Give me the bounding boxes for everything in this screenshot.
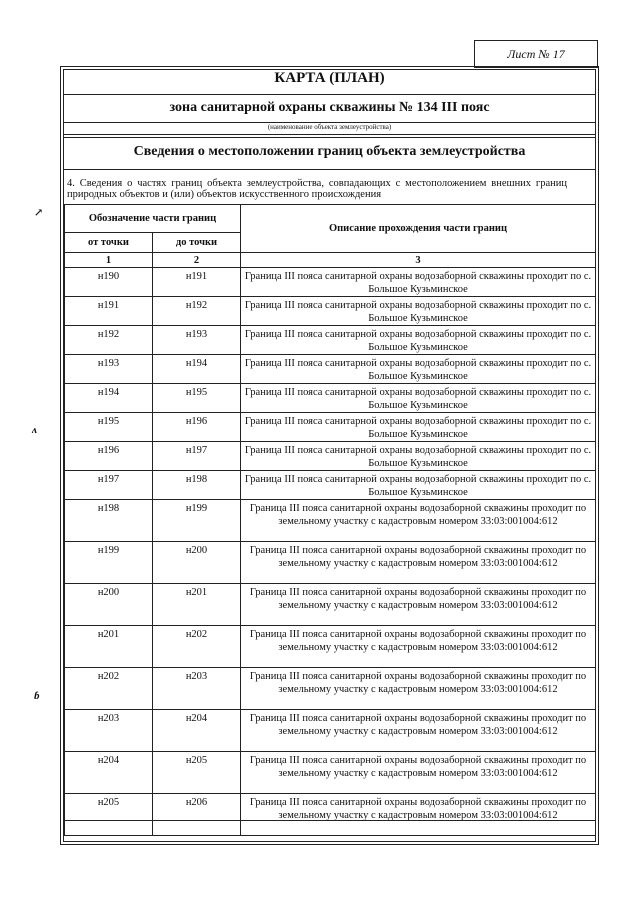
table-row xyxy=(65,542,596,584)
map-title: КАРТА (ПЛАН) xyxy=(274,70,385,86)
from-point: н203 xyxy=(65,710,153,752)
boundary-description: Граница III пояса санитарной охраны водозаборной скважины проходит по с. Большое Кузьминское xyxy=(241,297,596,326)
boundary-description: Граница III пояса санитарной охраны водозаборной скважины проходит по земельному участку с кадастровым номером 33:03:001004:612 xyxy=(241,500,596,542)
boundary-description: Граница III пояса санитарной охраны водозаборной скважины проходит по земельному участку с кадастровым номером 33:03:001004:612 xyxy=(241,626,596,668)
subtitle-note: (наименование объекта землеустройства) xyxy=(267,123,392,131)
boundary-description: Граница III пояса санитарной охраны водозаборной скважины проходит по земельному участку с кадастровым номером 33:03:001004:612 xyxy=(241,668,596,710)
table-row xyxy=(65,584,596,626)
boundary-description: Граница III пояса санитарной охраны водозаборной скважины проходит по с. Большое Кузьминское xyxy=(241,268,596,297)
sheet-number-label: Лист № 17 xyxy=(474,40,598,68)
boundary-description: Граница III пояса санитарной охраны водозаборной скважины проходит по с. Большое Кузьминское xyxy=(241,471,596,500)
map-subtitle: зона санитарной охраны скважины № 134 III пояс xyxy=(169,100,490,115)
table-row xyxy=(65,355,596,384)
divider xyxy=(63,94,596,95)
from-point: н199 xyxy=(65,542,153,584)
boundary-description: Граница III пояса санитарной охраны водозаборной скважины проходит по земельному участку с кадастровым номером 33:03:001004:612 xyxy=(241,752,596,794)
to-point: н201 xyxy=(153,584,241,626)
column-number: 2 xyxy=(153,253,241,268)
table-row xyxy=(65,442,596,471)
column-number: 1 xyxy=(65,253,153,268)
boundary-description: Граница III пояса санитарной охраны водозаборной скважины проходит по земельному участку с кадастровым номером 33:03:001004:612 xyxy=(241,710,596,752)
table-row xyxy=(65,297,596,326)
table-row xyxy=(65,752,596,794)
from-point: н204 xyxy=(65,752,153,794)
table-row xyxy=(65,326,596,355)
from-point: н201 xyxy=(65,626,153,668)
from-point: н202 xyxy=(65,668,153,710)
section-title: Сведения о местоположении границ объекта землеустройства xyxy=(133,144,526,159)
from-point: н194 xyxy=(65,384,153,413)
from-point: н205 xyxy=(65,794,153,836)
margin-mark: ↗ xyxy=(34,207,44,219)
boundary-description: Граница III пояса санитарной охраны водозаборной скважины проходит по земельному участку с кадастровым номером 33:03:001004:612 xyxy=(241,794,596,836)
divider xyxy=(63,137,596,138)
from-point: н192 xyxy=(65,326,153,355)
divider xyxy=(63,820,596,821)
table-row xyxy=(65,710,596,752)
boundary-description: Граница III пояса санитарной охраны водозаборной скважины проходит по земельному участку с кадастровым номером 33:03:001004:612 xyxy=(241,584,596,626)
to-point: н206 xyxy=(153,794,241,836)
boundary-description: Граница III пояса санитарной охраны водозаборной скважины проходит по с. Большое Кузьминское xyxy=(241,413,596,442)
to-point: н195 xyxy=(153,384,241,413)
to-point: н196 xyxy=(153,413,241,442)
table-row xyxy=(65,268,596,297)
to-point: н191 xyxy=(153,268,241,297)
boundary-description: Граница III пояса санитарной охраны водозаборной скважины проходит по с. Большое Кузьминское xyxy=(241,384,596,413)
to-point: н202 xyxy=(153,626,241,668)
column-number: 3 xyxy=(241,253,596,268)
table-row xyxy=(65,794,596,836)
table-row xyxy=(65,668,596,710)
from-point: н200 xyxy=(65,584,153,626)
header-to-point: до точки xyxy=(153,233,241,253)
table-row xyxy=(65,500,596,542)
to-point: н205 xyxy=(153,752,241,794)
to-point: н198 xyxy=(153,471,241,500)
table-row xyxy=(65,471,596,500)
table-row xyxy=(65,626,596,668)
to-point: н200 xyxy=(153,542,241,584)
to-point: н197 xyxy=(153,442,241,471)
to-point: н199 xyxy=(153,500,241,542)
intro-text: 4. Сведения о частях границ объекта землеустройства, совпадающих с местоположением внешних границ природных объектов и (или) объектов искусственного происхождения xyxy=(67,178,567,200)
boundary-description: Граница III пояса санитарной охраны водозаборной скважины проходит по земельному участку с кадастровым номером 33:03:001004:612 xyxy=(241,542,596,584)
to-point: н192 xyxy=(153,297,241,326)
from-point: н196 xyxy=(65,442,153,471)
from-point: н191 xyxy=(65,297,153,326)
to-point: н193 xyxy=(153,326,241,355)
from-point: н190 xyxy=(65,268,153,297)
header-description: Описание прохождения части границ xyxy=(241,205,596,253)
table-row xyxy=(65,384,596,413)
from-point: н197 xyxy=(65,471,153,500)
header-boundary-part: Обозначение части границ xyxy=(65,205,241,233)
from-point: н193 xyxy=(65,355,153,384)
from-point: н195 xyxy=(65,413,153,442)
from-point: н198 xyxy=(65,500,153,542)
boundary-description: Граница III пояса санитарной охраны водозаборной скважины проходит по с. Большое Кузьминское xyxy=(241,355,596,384)
divider xyxy=(63,169,596,170)
header-from-point: от точки xyxy=(65,233,153,253)
divider xyxy=(63,134,596,135)
to-point: н194 xyxy=(153,355,241,384)
to-point: н204 xyxy=(153,710,241,752)
boundary-description: Граница III пояса санитарной охраны водозаборной скважины проходит по с. Большое Кузьминское xyxy=(241,442,596,471)
margin-mark: ʌ xyxy=(32,424,37,436)
to-point: н203 xyxy=(153,668,241,710)
margin-mark: ɓ xyxy=(34,690,40,702)
table-row xyxy=(65,413,596,442)
boundary-description: Граница III пояса санитарной охраны водозаборной скважины проходит по с. Большое Кузьминское xyxy=(241,326,596,355)
boundary-parts-table xyxy=(64,204,596,836)
